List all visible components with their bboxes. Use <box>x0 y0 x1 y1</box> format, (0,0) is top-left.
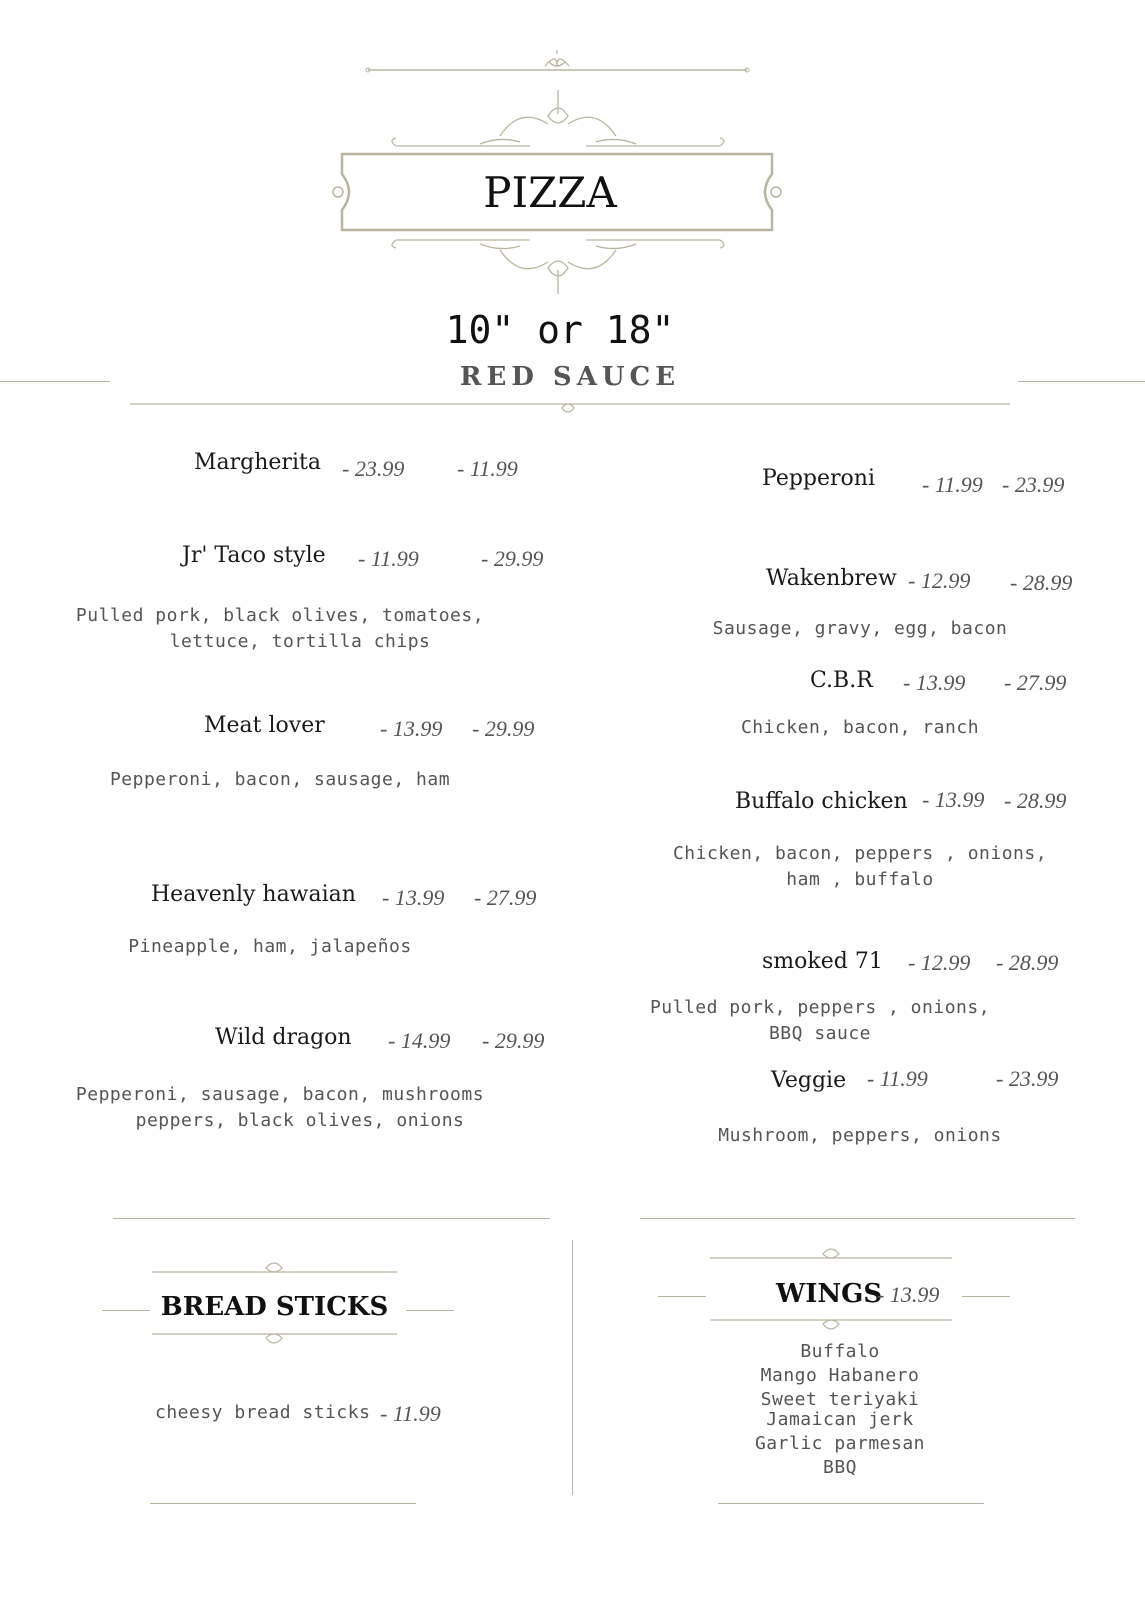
pizza-description: Chicken, bacon, peppers , onions, <box>672 843 1048 864</box>
pizza-description: Pulled pork, black olives, tomatoes, <box>75 605 485 626</box>
pizza-description: Sausage, gravy, egg, bacon <box>712 618 1008 639</box>
pizza-description: Mushroom, peppers, onions <box>718 1125 1002 1146</box>
pizza-name: Margherita <box>194 450 321 475</box>
wings-side-left <box>658 1296 706 1297</box>
pizza-name: Meat lover <box>204 713 325 738</box>
wings-ornament-bottom <box>710 1316 952 1336</box>
bread-sticks-ornament-top <box>152 1258 397 1278</box>
divider-left <box>0 381 110 382</box>
pizza-price: - 13.99 <box>380 716 443 741</box>
pizza-description: Pepperoni, sausage, bacon, mushrooms <box>75 1084 485 1105</box>
bread-sticks-bottom-line <box>150 1503 416 1504</box>
page-title: PIZZA <box>483 168 617 217</box>
pizza-price: - 11.99 <box>867 1066 928 1091</box>
pizza-price: - 29.99 <box>482 1028 545 1053</box>
sauce-heading: RED SAUCE <box>459 362 681 392</box>
bread-sticks-price: - 11.99 <box>380 1401 441 1426</box>
wings-price: - 13.99 <box>877 1282 940 1307</box>
section-divider-left <box>113 1218 550 1219</box>
wings-flavor: Jamaican jerk <box>766 1409 914 1430</box>
wings-flavor: Mango Habanero <box>760 1365 920 1386</box>
pizza-description: peppers, black olives, onions <box>135 1110 465 1131</box>
wings-flavor: Sweet teriyaki <box>760 1389 920 1410</box>
pizza-price: - 28.99 <box>996 950 1059 975</box>
pizza-name: Heavenly hawaian <box>151 882 356 907</box>
size-options: 10" or 18" <box>445 308 675 352</box>
column-separator <box>572 1240 573 1495</box>
pizza-price: - 23.99 <box>1002 472 1065 497</box>
pizza-price: - 13.99 <box>903 670 966 695</box>
pizza-price: - 13.99 <box>382 885 445 910</box>
pizza-name: Wakenbrew <box>766 566 897 591</box>
pizza-price: - 27.99 <box>1004 670 1067 695</box>
pizza-price: - 11.99 <box>358 546 419 571</box>
wings-title: WINGS <box>776 1279 883 1309</box>
wings-flavor: BBQ <box>822 1457 857 1478</box>
wings-side-right <box>962 1296 1010 1297</box>
pizza-price: - 11.99 <box>457 456 518 481</box>
pizza-price: - 28.99 <box>1010 570 1073 595</box>
bread-sticks-side-right <box>406 1310 454 1311</box>
pizza-name: Veggie <box>771 1068 847 1093</box>
sauce-underline <box>130 398 1010 418</box>
pizza-name: Buffalo chicken <box>735 789 908 814</box>
pizza-description: Pulled pork, peppers , onions, <box>649 997 991 1018</box>
pizza-name: Jr' Taco style <box>182 543 326 568</box>
pizza-name: Pepperoni <box>762 466 875 491</box>
pizza-price: - 13.99 <box>922 787 985 812</box>
pizza-description: lettuce, tortilla chips <box>169 631 431 652</box>
wings-bottom-line <box>718 1503 984 1504</box>
pizza-price: - 11.99 <box>922 472 983 497</box>
wings-flavor-list <box>730 1340 950 1480</box>
pizza-description: ham , buffalo <box>786 869 934 890</box>
top-flourish <box>365 48 750 78</box>
pizza-price: - 29.99 <box>481 546 544 571</box>
pizza-price: - 23.99 <box>342 456 405 481</box>
pizza-name: C.B.R <box>810 668 873 693</box>
pizza-price: - 28.99 <box>1004 788 1067 813</box>
bread-sticks-title: BREAD STICKS <box>160 1292 389 1322</box>
pizza-description: BBQ sauce <box>768 1023 872 1044</box>
divider-right <box>1018 381 1145 382</box>
pizza-price: - 27.99 <box>474 885 537 910</box>
pizza-name: Wild dragon <box>215 1025 352 1050</box>
bread-sticks-item: cheesy bread sticks <box>155 1402 371 1423</box>
section-divider-right <box>640 1218 1075 1219</box>
wings-flavor: Garlic parmesan <box>754 1433 926 1454</box>
pizza-description: Pepperoni, bacon, sausage, ham <box>109 769 451 790</box>
bread-sticks-ornament-bottom <box>152 1330 397 1350</box>
pizza-price: - 14.99 <box>388 1028 451 1053</box>
pizza-description: Pineapple, ham, jalapeños <box>128 936 412 957</box>
pizza-description: Chicken, bacon, ranch <box>740 717 980 738</box>
pizza-price: - 23.99 <box>996 1066 1059 1091</box>
pizza-price: - 12.99 <box>908 950 971 975</box>
pizza-price: - 12.99 <box>908 568 971 593</box>
wings-flavor: Buffalo <box>800 1341 880 1362</box>
bread-sticks-side-left <box>102 1310 150 1311</box>
pizza-price: - 29.99 <box>472 716 535 741</box>
pizza-name: smoked 71 <box>762 949 883 974</box>
wings-ornament-top <box>710 1244 952 1264</box>
